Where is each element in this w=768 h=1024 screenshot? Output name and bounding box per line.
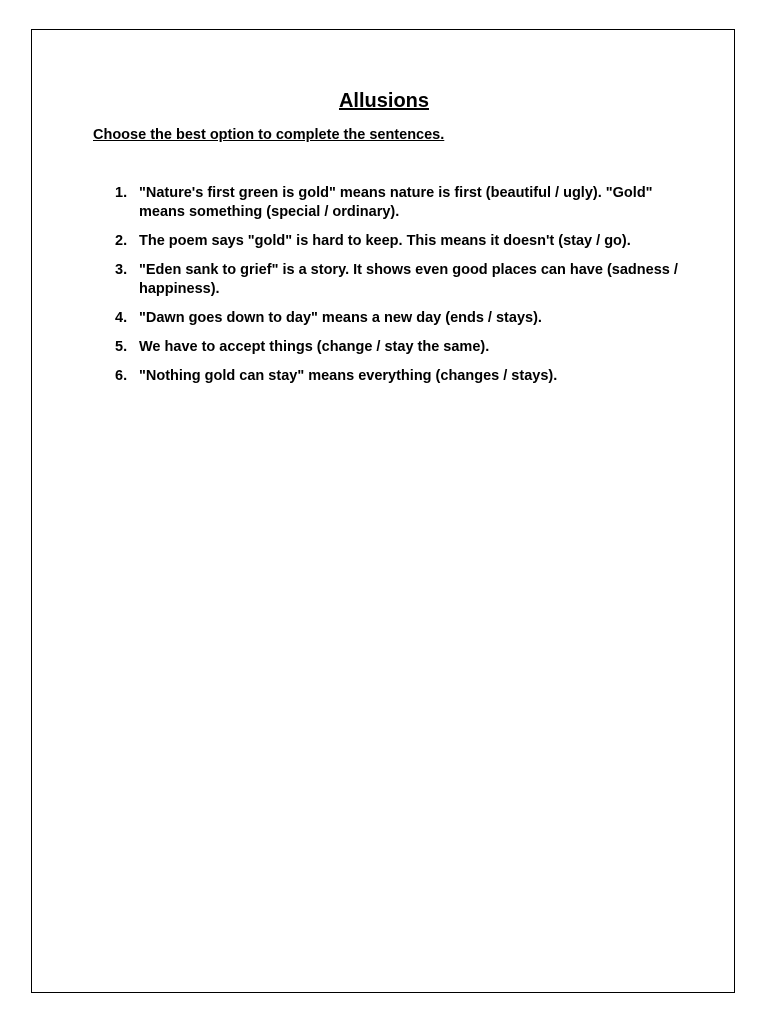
question-list [115, 184, 679, 396]
question-item [115, 338, 679, 357]
question-text: "Nothing gold can stay" means everything (changes / stays). [139, 368, 558, 384]
page-title-text: Allusions [338, 90, 429, 112]
question-item [115, 232, 679, 251]
question-text: "Dawn goes down to day" means a new day (ends / stays). [139, 310, 542, 326]
question-number: 1. [115, 185, 128, 201]
page-title [0, 88, 768, 114]
question-number: 6. [115, 368, 128, 384]
question-text: "Nature's first green is gold" means nature is first (beautiful / ugly). "Gold" means something (special / ordinary). [139, 185, 653, 220]
page-border [31, 29, 735, 993]
instruction-text: Choose the best option to complete the sentences. [93, 127, 445, 143]
question-item [115, 309, 679, 328]
question-number: 5. [115, 339, 128, 355]
question-item [115, 261, 679, 299]
question-number: 3. [115, 262, 128, 278]
question-number: 4. [115, 310, 128, 326]
question-text: "Eden sank to grief" is a story. It shows even good places can have (sadness / happiness). [139, 262, 678, 297]
question-number: 2. [115, 233, 128, 249]
question-text: The poem says "gold" is hard to keep. This means it doesn't (stay / go). [139, 233, 631, 249]
question-item [115, 367, 679, 386]
question-item [115, 184, 679, 222]
question-text: We have to accept things (change / stay the same). [139, 339, 490, 355]
